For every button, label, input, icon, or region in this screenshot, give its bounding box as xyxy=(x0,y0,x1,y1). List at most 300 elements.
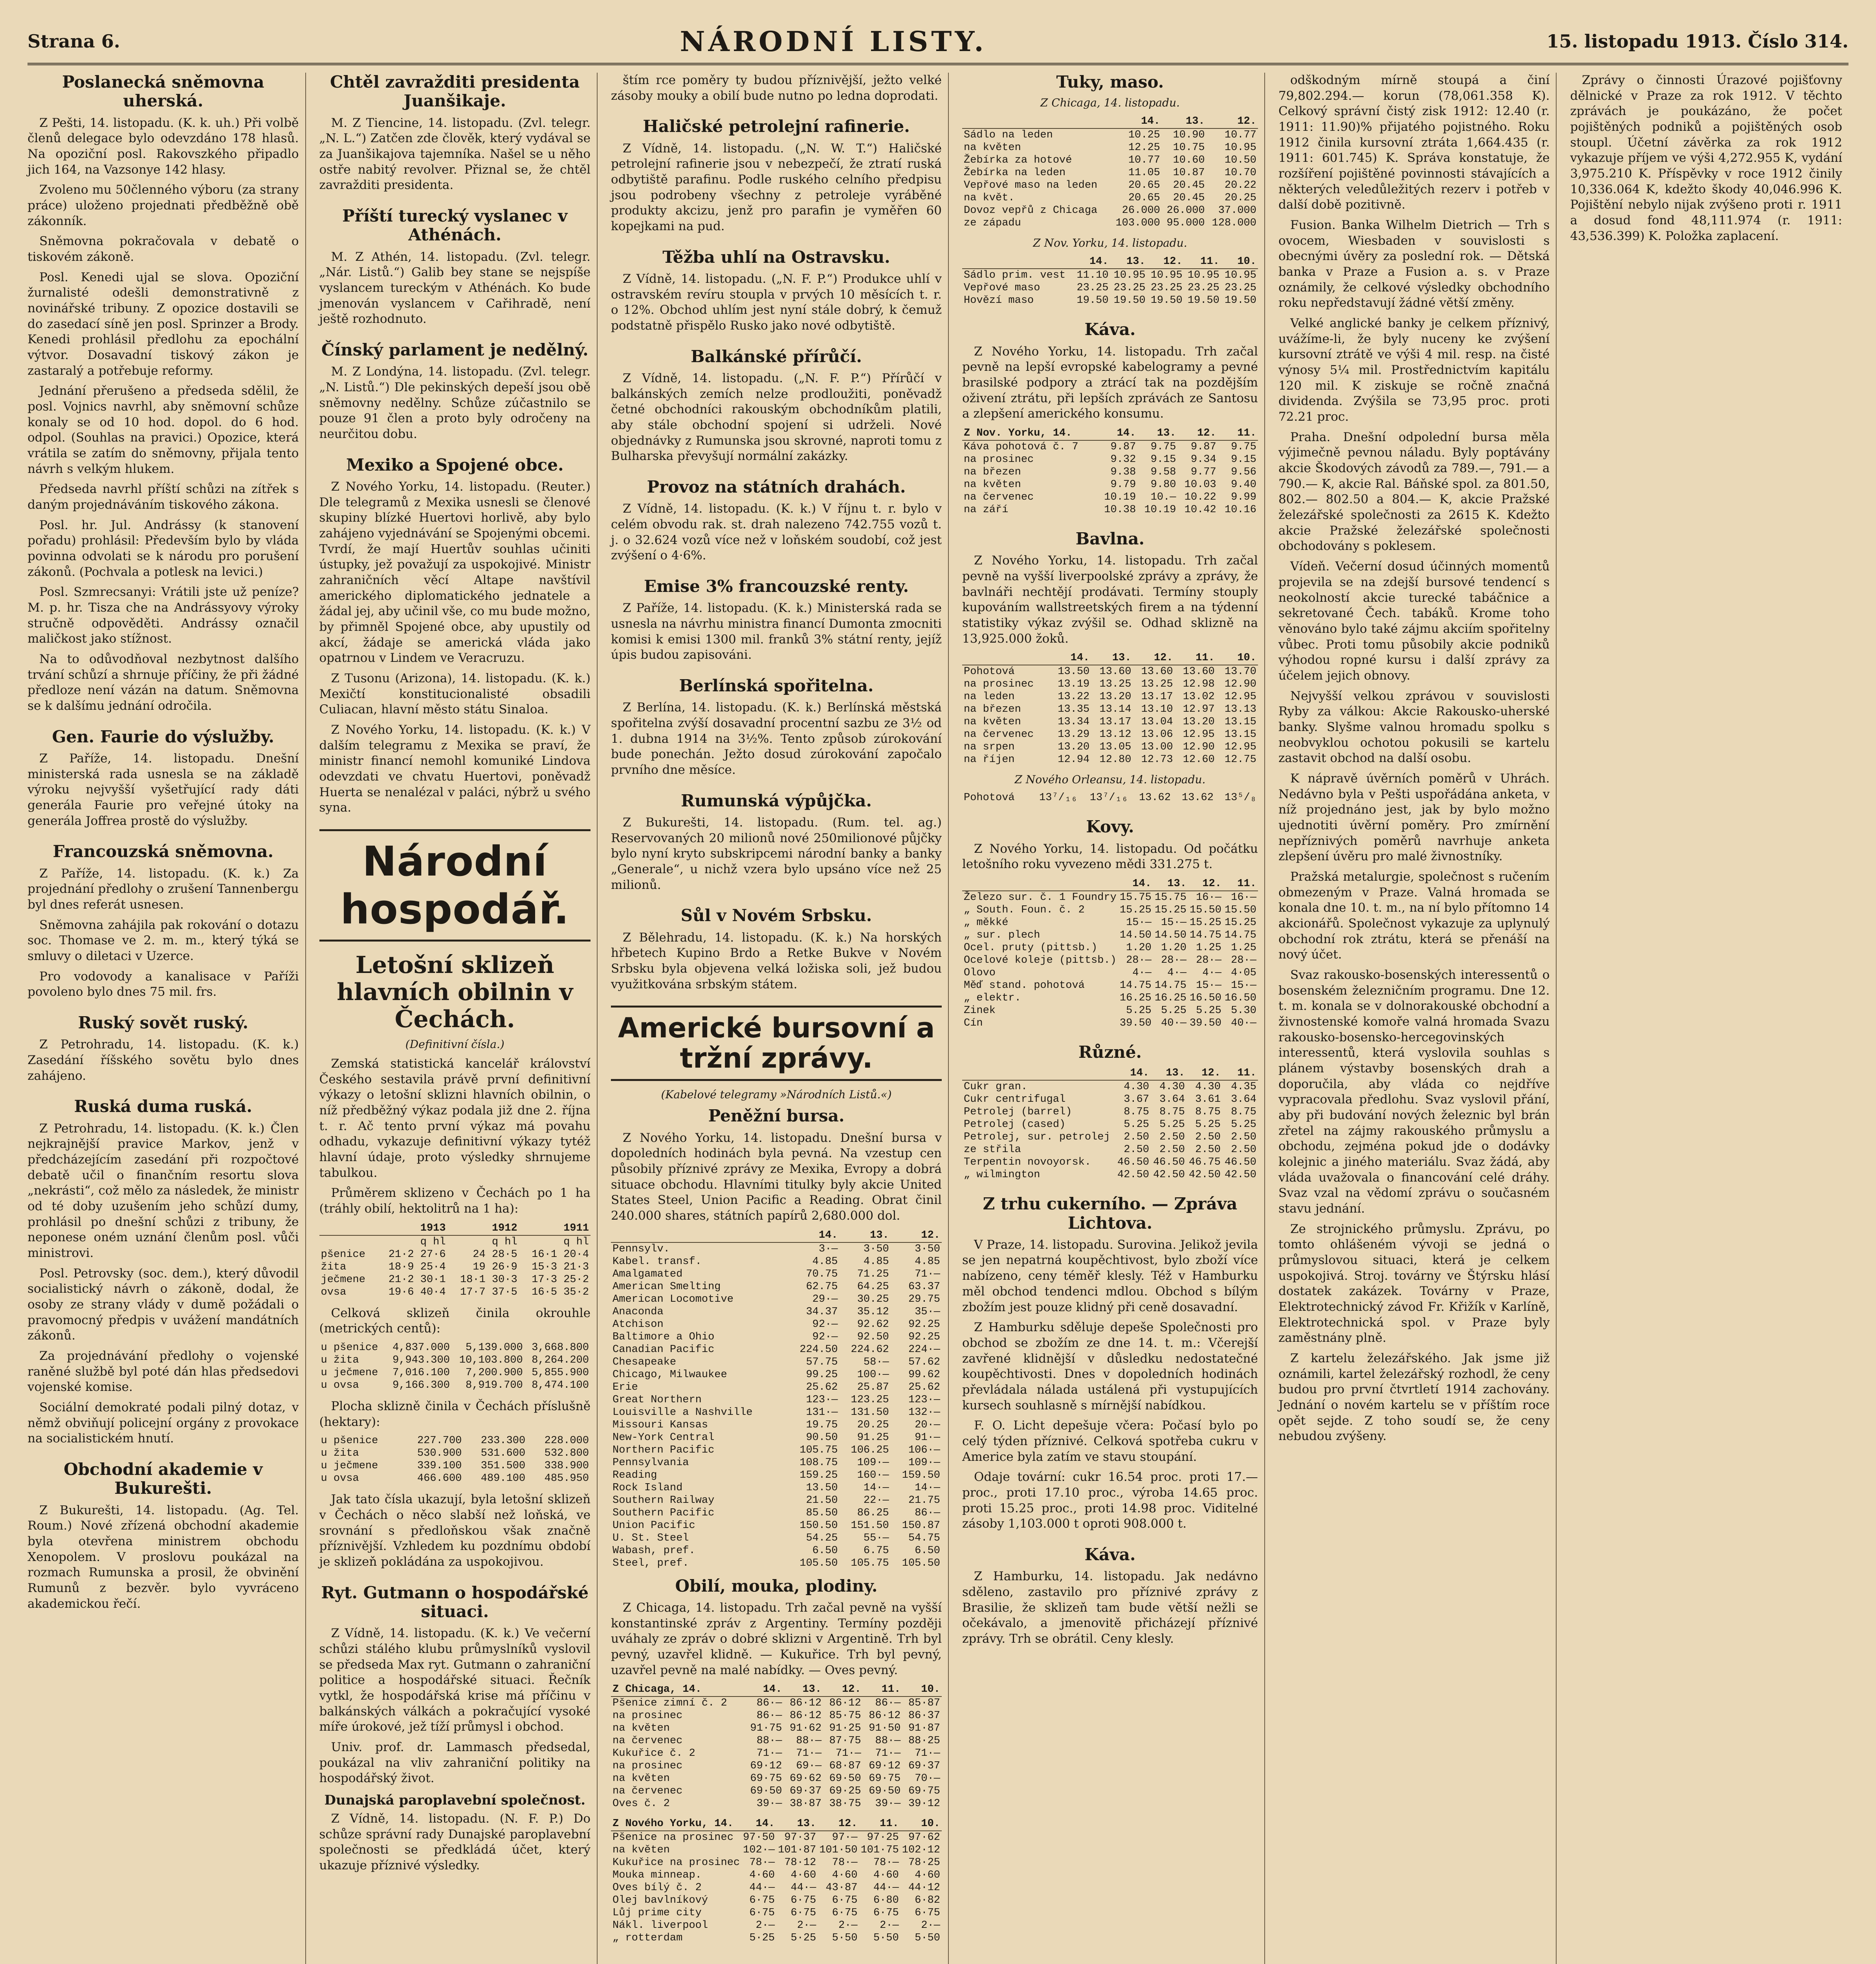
column-4 xyxy=(962,73,1265,1964)
table-header-cell: 12. xyxy=(1188,877,1223,891)
table-header-cell xyxy=(611,1229,788,1242)
table-cell: 5,139.000 xyxy=(466,1342,523,1354)
table-header-row xyxy=(319,1222,591,1235)
table-cell: 4·60 xyxy=(915,1869,940,1882)
table-row xyxy=(962,1169,1258,1181)
table-cell: Terpentin novoyorsk. xyxy=(964,1156,1091,1169)
table-cell: 16.50 xyxy=(1189,992,1221,1004)
table-row xyxy=(962,478,1258,491)
table-cell: 63.37 xyxy=(908,1281,940,1293)
article-title: Poslanecká sněmovna uherská. xyxy=(62,72,264,111)
table-cell: 10.22 xyxy=(1184,491,1216,503)
article-paragraph: Z Vídně, 14. listopadu. („N. W. T.“) Haličské petrolejní rafinerie jsou v nebezpečí, že ztratí ruská odbytiště parafinu. Podle ruského celního předpisu jsou podrobeny všechny z petroleje vyráběné produkty akcizu, jenž pro parafin je vyměřen 60 kopejkami na pud. xyxy=(611,141,942,233)
table-cell: 92.50 xyxy=(857,1331,889,1343)
table-row xyxy=(611,1457,942,1469)
table-cell: Reading xyxy=(612,1469,657,1481)
table-row xyxy=(611,1532,942,1544)
table-cell: 95.000 xyxy=(1166,217,1205,229)
table-cell: 57.75 xyxy=(806,1356,838,1368)
table-cell: Oves č. 2 xyxy=(612,1798,670,1810)
table-row xyxy=(611,1419,942,1431)
table-cell: 13.22 xyxy=(1058,691,1090,703)
article-paragraph: Ze strojnického průmyslu. Zprávu, po tomto ohlášeném vývoji se jedná o průmyslovou situaci, která je celkem uspokojivá. Stroj. továrny ve Štýrsku hlásí dostatek zakázek. Továrny v Praze, Elektrotechnický závod Fr. Křižík v Karlíně, Elektrotechnická spol. v Praze byly zaměstnány plně. xyxy=(1278,1222,1550,1345)
table-cell: 9.80 xyxy=(1150,478,1176,491)
table-cell: na září xyxy=(964,504,1009,516)
table-cell: 13.20 xyxy=(1058,741,1090,753)
table-header-row xyxy=(611,1683,942,1697)
table-cell: 15.25 xyxy=(1154,904,1186,916)
table-cell: 224.62 xyxy=(851,1343,889,1356)
article-title: Berlínská spořitelna. xyxy=(679,676,874,695)
table-cell: 21.75 xyxy=(908,1494,940,1506)
table-cell: Pšenice zimní č. 2 xyxy=(612,1697,727,1709)
table-cell: 92.62 xyxy=(857,1318,889,1330)
table-cell: 71·— xyxy=(915,1748,940,1760)
table-cell: 13.20 xyxy=(1183,716,1215,728)
table-cell: 86·— xyxy=(756,1710,782,1722)
table-cell: 13.04 xyxy=(1141,716,1173,728)
table-cell: 92·— xyxy=(812,1331,838,1343)
coffee-table xyxy=(962,427,1258,516)
table-cell: na prosinec xyxy=(612,1710,683,1722)
table-cell: 489.100 xyxy=(480,1473,526,1485)
table-cell: 123·— xyxy=(806,1394,838,1406)
table-cell: 97·— xyxy=(832,1832,858,1844)
table-cell: na leden xyxy=(964,691,1015,703)
table-row xyxy=(962,942,1258,954)
table-cell: 7,200.900 xyxy=(466,1367,523,1379)
table-cell: 9.87 xyxy=(1110,441,1136,453)
table-cell: u žita xyxy=(321,1354,359,1367)
table-cell: 13.10 xyxy=(1141,704,1173,716)
table-cell: 91·— xyxy=(915,1431,940,1444)
table-cell: 71·— xyxy=(875,1748,901,1760)
table-cell: 19.50 xyxy=(1187,295,1219,307)
table-cell: 2.50 xyxy=(1124,1131,1149,1143)
table-header-cell: 14. xyxy=(1118,877,1153,891)
article-column-6 xyxy=(1570,73,1842,244)
article-title: Letošní sklizeň hlavních obilnin v Čechách. xyxy=(337,951,573,1033)
table-cell: 23.25 xyxy=(1224,282,1256,294)
article xyxy=(611,791,942,893)
table-cell: 20.25 xyxy=(857,1419,889,1431)
article-paragraph: Z Berlína, 14. listopadu. (K. k.) Berlínská městská spořitelna zvýší dosavadní procentní sazbu ze 3½ od 1. dubna 1914 na 3½%. Tento způsob zúrokování bude ponechán. Ježto dosud zúrokování započalo prvního dne měsíce. xyxy=(611,700,942,777)
article-title: Čínský parlament je nedělný. xyxy=(321,340,589,359)
article-paragraph: Z Paříže, 14. listopadu. (K. k.) Ministerská rada se usnesla na návrhu ministra financí Dumonta zmocniti komisi k emisi 1300 mil. franků 3% státní renty, jejíž úpis budou zapisováni. xyxy=(611,601,942,662)
table-cell: 339.100 xyxy=(417,1460,462,1472)
table-cell: Olovo xyxy=(964,967,996,979)
table-row xyxy=(962,753,1258,766)
article-paragraph: Sněmovna pokračovala v debatě o tiskovém zákoně. xyxy=(28,234,299,264)
table-cell: Oves bílý č. 2 xyxy=(612,1882,702,1894)
table-cell: 92·— xyxy=(812,1318,838,1330)
table-header-cell: 11. xyxy=(1223,877,1258,891)
table-cell: 6.50 xyxy=(915,1544,940,1557)
table-cell: 15.25 xyxy=(1224,916,1256,929)
table-row xyxy=(611,1331,942,1343)
table-cell: 11.05 xyxy=(1128,167,1160,179)
table-header-cell: 12. xyxy=(1207,115,1258,128)
article-paragraph: Posl. Petrovsky (soc. dem.), který důvodil socialistický návrh o zákoně, dodal, že osoby ze strany vlády v dumě požádali o pravomocný předpis v uvážení mandátních zákonů. xyxy=(28,1266,299,1343)
table-cell: 108.75 xyxy=(800,1457,838,1469)
table-cell: u pšenice xyxy=(321,1342,378,1354)
table-cell: Cukr centrifugal xyxy=(964,1094,1066,1106)
table-row xyxy=(611,1747,942,1760)
table-cell: 10.70 xyxy=(1224,167,1256,179)
table-row xyxy=(962,967,1258,979)
table-header-cell: 12. xyxy=(823,1683,863,1697)
table-row xyxy=(962,728,1258,741)
table-cell: 14.75 xyxy=(1189,929,1221,941)
table-cell: 16.50 xyxy=(1224,992,1256,1004)
article-paragraph: Vídeň. Večerní dosud účinných momentů projevila se na zdejší bursové tendencí s neokolností akcie turecké tabáčnice a sekretované Čech. tabáků. Krome toho věnováno bylo také zájmu akciím spořitelny vůbec. Proti tomu působily akcie podniků výhodou ropné kursu i další zprávy za účelem jejich obnovy. xyxy=(1278,559,1550,683)
article-title: Obchodní akademie v Bukurešti. xyxy=(64,1460,263,1498)
table-cell: „ sur. plech xyxy=(964,929,1040,941)
table-cell: Great Northern xyxy=(612,1394,702,1406)
table-row xyxy=(319,1354,591,1367)
article xyxy=(28,1460,299,1612)
table-cell: 23.25 xyxy=(1150,282,1183,294)
article-title: Peněžní bursa. xyxy=(708,1106,845,1126)
table-row xyxy=(611,1772,942,1785)
table-header-cell: 14. xyxy=(744,1683,784,1697)
total-harvest-table xyxy=(319,1341,591,1392)
table-header-cell xyxy=(962,877,1118,891)
table-cell: 13.25 xyxy=(1099,678,1131,691)
table-cell: Southern Pacific xyxy=(612,1507,715,1519)
table-cell: Chicago, Milwaukee xyxy=(612,1369,727,1381)
table-cell: Cukr gran. xyxy=(964,1081,1028,1093)
table-cell: 13.34 xyxy=(1058,716,1090,728)
table-cell: 19.50 xyxy=(1224,295,1256,307)
table-cell: 105.75 xyxy=(851,1557,889,1569)
article-paragraph: Z Chicaga, 14. listopadu. Trh začal pevně na vyšší konstantinské zpráv z Argentiny. Termíny později uváhaly ze zpráv o dobré sklizni v Argentině. Trh byl pevný, uzavřel klidně. — Kukuřice. Trh byl pevný, uzavřel pevně na malé nabídky. — Oves pevný. xyxy=(611,1600,942,1677)
table-cell: 25.62 xyxy=(806,1381,838,1393)
article-paragraph: M. Z Tiencine, 14. listopadu. (Zvl. telegr. „N. L.“) Zatčen zde člověk, který vydával se za Juanšikajova tajemníka. Našel se u něho ostře nabitý revolver. Přiznal se, že chtěl zavražditi presidenta. xyxy=(319,115,591,192)
table-cell: 21.50 xyxy=(806,1494,838,1506)
table-cell: Northern Pacific xyxy=(612,1444,715,1456)
table-row xyxy=(611,1431,942,1444)
table-row xyxy=(962,154,1258,167)
table-cell: žita xyxy=(321,1261,347,1273)
table-cell: 2.50 xyxy=(1159,1131,1185,1143)
table-cell: 71.25 xyxy=(857,1268,889,1280)
table-cell: 39·— xyxy=(756,1798,782,1810)
table-cell: Steel, pref. xyxy=(612,1557,689,1569)
table-cell: na prosinec xyxy=(612,1760,683,1772)
table-row xyxy=(611,1406,942,1419)
table-cell: Dovoz vepřů z Chicaga xyxy=(964,205,1098,217)
table-cell: 15·— xyxy=(1126,916,1152,929)
table-cell: 14.75 xyxy=(1154,979,1186,991)
table-cell: 9.58 xyxy=(1150,466,1176,478)
table-cell: Anaconda xyxy=(612,1306,664,1318)
table-cell: 13⁷/₁₆ xyxy=(1039,792,1078,804)
table-row xyxy=(962,678,1258,691)
table-cell: Erie xyxy=(612,1381,638,1393)
table-cell: na srpen xyxy=(964,741,1015,753)
table-cell: 14·— xyxy=(915,1482,940,1494)
table-row xyxy=(962,141,1258,154)
table-cell: 64.25 xyxy=(857,1281,889,1293)
cable-note: (Kabelové telegramy »Národních Listů.«) xyxy=(661,1088,892,1101)
article-paragraph: Z Bělehradu, 14. listopadu. (K. k.) Na horských hřbetech Kupino Brdo a Retke Bukve v Novém Srbsku byla objevena velká ložiska soli, jež budou využitkována srbským státem. xyxy=(611,930,942,991)
table-cell: 102·— xyxy=(743,1844,775,1856)
table-cell: Lůj prime city xyxy=(612,1907,702,1919)
article-paragraph: Z Bukurešti, 14. listopadu. (Rum. tel. ag.) Reservovaných 20 milionů nové 250milionové půjčky bylo nyní kryto subskripcemi národní banky a banky „Generale“, u nichž vzera bylo upsáno více než 25 milionů. xyxy=(611,815,942,892)
table-header-cell: 13. xyxy=(1153,877,1188,891)
article-paragraph: Z Petrohradu, 14. listopadu. (K. k.) Člen nejkrajnější pravice Markov, jenž v předcházejícím zasedání při rozpočtové debatě učil o finančním resortu slova „nekrásti“, což mělo za následek, že ministr od té doby uzušením jeho schůzí dumy, prohlásil po dnešní schůzi z tribuny, že neponese oném uznání členům posl. vůči ministrovi. xyxy=(28,1121,299,1260)
table-cell: 3·50 xyxy=(915,1243,940,1255)
article-paragraph: Z Vídně, 14. listopadu. (K. k.) V říjnu t. r. bylo v celém obvodu rak. st. drah nalezeno 742.755 vozů t. j. o 32.624 vozů více než v loňském soudobí, což jest zvýšení o 4·6%. xyxy=(611,502,942,563)
page-number: Strana 6. xyxy=(28,31,120,52)
table-cell: 14.75 xyxy=(1224,929,1256,941)
table-cell: 2.50 xyxy=(1231,1131,1256,1143)
table-header-cell: 11. xyxy=(859,1817,900,1831)
table-cell: 3,668.800 xyxy=(532,1342,589,1354)
table-cell: Káva pohotová č. 7 xyxy=(964,441,1078,453)
market-sub: Z Nového Orleansu, 14. listopadu. xyxy=(1014,773,1206,786)
table-cell: Nákl. liverpool xyxy=(612,1920,708,1932)
table-cell: 13.25 xyxy=(1141,678,1173,691)
page-header xyxy=(28,20,1848,65)
article-kovy xyxy=(962,817,1258,1030)
table-cell: 123.25 xyxy=(851,1394,889,1406)
table-cell: 18·9 25·4 xyxy=(388,1261,446,1273)
table-cell: 3·— xyxy=(818,1243,838,1255)
table-cell: 69·75 xyxy=(908,1785,940,1797)
table-cell: 6·75 xyxy=(790,1907,816,1919)
article-paragraph: Univ. prof. dr. Lammasch předsedal, poukázal na vliv zahraniční politiky na hospodářský život. xyxy=(319,1740,591,1786)
table-row xyxy=(962,504,1258,516)
table-cell: 20·— xyxy=(915,1419,940,1431)
table-cell: 224.50 xyxy=(800,1343,838,1356)
table-cell: 12.97 xyxy=(1183,704,1215,716)
table-cell: 2·— xyxy=(797,1920,816,1932)
table-cell: 15·— xyxy=(1196,979,1221,991)
article-paragraph: Z Nového Yorku, 14. listopadu. Od počátku letošního roku vyvezeno mědi 331.275 t. xyxy=(962,841,1258,872)
table-header-cell xyxy=(962,651,1049,665)
table-cell: na květen xyxy=(964,716,1021,728)
article-title: Chtěl zavražditi presidenta Juanšikaje. xyxy=(330,72,580,111)
article-paragraph: Zemská statistická kancelář království Českého sestavila právě první definitivní výkazy o letošní sklizni hlavních obilnin, o níž předběžný výkaz podala již dne 2. října t. r. Ač tento první výkaz má povahu odhadu, vykazuje definitivní výkazy tytéž hlavní údaje, proto výsledky shrnujeme tabulkou. xyxy=(319,1056,591,1180)
article-title: Kovy. xyxy=(1086,817,1134,837)
table-cell: 28·— xyxy=(1231,954,1256,966)
article-paragraph: Z Paříže, 14. listopadu. (K. k.) Za projednání předlohy o zrušení Tannenbergu byl dnes referát usnesen. xyxy=(28,866,299,912)
table-row xyxy=(611,1394,942,1406)
table-cell: 13.17 xyxy=(1099,716,1131,728)
table-cell: 15·— xyxy=(1231,979,1256,991)
table-cell: American Smelting xyxy=(612,1281,721,1293)
table-cell: na říjen xyxy=(964,754,1015,766)
table-cell: 10.16 xyxy=(1224,504,1256,516)
table-row xyxy=(611,1343,942,1356)
table-cell: 19.75 xyxy=(806,1419,838,1431)
table-cell: q hl xyxy=(491,1236,517,1248)
table-cell: 8.75 xyxy=(1195,1106,1221,1118)
article-paragraph: Z Nového Yorku, 14. listopadu. (K. k.) V dalším telegramu z Mexika se praví, že ministr financí nemohl komuniké Lindova odevzdati ve chvatu Huertovi, poněvadž Huerta se nenalézal v paláci, nýbrž u svého syna. xyxy=(319,722,591,815)
column-3 xyxy=(611,73,949,1964)
table-cell: 1.25 xyxy=(1231,942,1256,954)
table-cell: Sádlo na leden xyxy=(964,129,1053,141)
table-cell: 4.85 xyxy=(812,1255,838,1268)
table-header-row xyxy=(962,427,1258,440)
table-row xyxy=(611,1709,942,1722)
table-cell: 466.600 xyxy=(417,1473,462,1485)
table-cell: 10.77 xyxy=(1128,154,1160,167)
article-paragraph: Z Bukurešti, 14. listopadu. (Ag. Tel. Roum.) Nové zřízená obchodní akademie byla otevřena ministrem obchodu Xenopolem. V proslovu poukázal na rozmach Rumunska a prosil, že obvinění Rumunů z bezvěr. bylo vyvráceno akademickou řečí. xyxy=(28,1503,299,1611)
table-row xyxy=(611,1907,942,1919)
table-cell: 12.80 xyxy=(1099,754,1131,766)
table-cell: 86·12 xyxy=(829,1697,861,1709)
table-header-cell: 14. xyxy=(1049,651,1091,665)
article xyxy=(319,456,591,816)
table-cell: 70.75 xyxy=(806,1268,838,1280)
table-header-cell: 1912 xyxy=(447,1222,519,1235)
table-header-row xyxy=(962,1066,1258,1080)
table-cell: 1.20 xyxy=(1161,942,1186,954)
table-row xyxy=(611,1844,942,1856)
table-header-cell: 12. xyxy=(1186,1066,1222,1080)
table-header-cell: Z Chicaga, 14. xyxy=(611,1683,744,1697)
table-row xyxy=(611,1856,942,1869)
table-cell: 10.95 xyxy=(1224,269,1256,282)
table-row xyxy=(962,703,1258,716)
article-paragraph: Z Hamburku, 14. listopadu. Jak nedávno sděleno, zastavilo pro příznivé zprávy z Brasilie, že sklizeň tam bude větší nežli se očekávalo, a jmenovitě přicházejí příznivé zprávy. Trh se obrátil. Ceny klesly. xyxy=(962,1569,1258,1646)
table-header-row xyxy=(962,877,1258,891)
table-header-cell: 13. xyxy=(1151,1066,1186,1080)
table-cell: 4·— xyxy=(1167,967,1186,979)
table-cell: 109·— xyxy=(857,1457,889,1469)
table-header-row xyxy=(611,1229,942,1242)
table-cell: „ rotterdam xyxy=(612,1932,683,1944)
table-header-cell: 12. xyxy=(818,1817,859,1831)
table-cell: 44·— xyxy=(790,1882,816,1894)
table-row xyxy=(962,1143,1258,1156)
table-row xyxy=(962,904,1258,916)
table-cell: 42.50 xyxy=(1188,1169,1221,1181)
table-cell: Southern Railway xyxy=(612,1494,715,1506)
table-cell: 10.03 xyxy=(1184,478,1216,491)
article-paragraph: štím rce poměry ty budou příznivější, ježto velké zásoby mouky a obilí bude nutno po ledna doprodati. xyxy=(611,73,942,103)
table-cell: 4.30 xyxy=(1124,1081,1149,1093)
masthead: NÁRODNÍ LISTY. xyxy=(680,25,987,58)
table-cell: 71·— xyxy=(756,1748,782,1760)
article-paragraph: Sněmovna zahájila pak rokování o dotazu soc. Thomase ve 2. m. m., který týká se smluvy o diletaci v Uzerce. xyxy=(28,918,299,964)
table-row xyxy=(611,1255,942,1268)
table-cell: 25.87 xyxy=(857,1381,889,1393)
table-cell: 99.25 xyxy=(806,1369,838,1381)
table-cell: 3.64 xyxy=(1231,1094,1256,1106)
table-cell: 43·87 xyxy=(825,1882,858,1894)
article-paragraph: Jak tato čísla ukazují, byla letošní sklizeň v Čechách o něco slabší než loňská, ve srovnání s předloňskou však značně příznivější. Vzhledem ku pozdnímu období je sklizeň pokládána za uspokojivou. xyxy=(319,1492,591,1569)
table-cell: 12.73 xyxy=(1141,754,1173,766)
table-cell: 6·75 xyxy=(832,1907,858,1919)
article-paragraph: Svaz rakousko-bosenských interessentů o bosenském železničním programu. Dne 12. t. m. konala se v dolnorakouské obchodní a živnostenské komoře valná hromada Svazu rakousko-bosensko-hercegovinských interessentů, která vyslovila souhlas s plánem výstavby bosenských drah a doporučila, aby vláda co nejdříve vypracovala předlohu. Svaz vyslovil přání, aby při budování nových železnic byl brán zřetel na zájmy rakouského průmyslu a obchodu, zejména pokud jde o dodávky kolejnic a jiného materiálu. Svaz žádá, aby vláda uvažovala o financování celé dráhy. Svaz vzal na vědomí zprávu o současném stavu jednání. xyxy=(1278,967,1550,1216)
table-cell: 25.62 xyxy=(908,1381,940,1393)
newyork-grain-table xyxy=(611,1817,942,1944)
table-cell: 13.00 xyxy=(1141,741,1173,753)
table-cell: 39.50 xyxy=(1189,1017,1221,1029)
table-cell: 23.25 xyxy=(1076,282,1109,294)
table-cell: 13.13 xyxy=(1224,704,1256,716)
table-row xyxy=(319,1367,591,1379)
table-row xyxy=(962,891,1258,904)
table-cell: „ elektr. xyxy=(964,992,1021,1004)
table-row xyxy=(962,440,1258,453)
table-cell: ovsa xyxy=(321,1286,347,1298)
chicago-grain-table xyxy=(611,1683,942,1810)
table-cell: 131·— xyxy=(806,1406,838,1418)
article xyxy=(611,117,942,234)
table-cell: Cín xyxy=(964,1017,983,1029)
table-cell: u ovsa xyxy=(321,1380,359,1392)
table-row xyxy=(319,1261,591,1273)
table-cell: 46.50 xyxy=(1224,1156,1256,1169)
article-paragraph: Odaje tovární: cukr 16.54 proc. proti 17.— proc., proti 17.10 proc., výroba 14.65 proc. proti 15.25 proc., proti 14.98 proc. Viditelné zásoby 1,103.000 t oproti 908.000 t. xyxy=(962,1470,1258,1531)
table-cell: 9.75 xyxy=(1150,441,1176,453)
table-cell: 46.50 xyxy=(1117,1156,1149,1169)
article-title: Různé. xyxy=(1078,1042,1142,1062)
table-header-cell: 13. xyxy=(1137,427,1177,440)
table-cell: na květen xyxy=(612,1722,670,1735)
table-cell: Wabash, pref. xyxy=(612,1544,695,1557)
table-cell: 78·25 xyxy=(908,1857,940,1869)
table-cell: 13.20 xyxy=(1099,691,1131,703)
table-cell: 338.900 xyxy=(544,1460,589,1472)
article-paragraph: Plocha sklizně činila v Čechách příslušně (hektary): xyxy=(319,1399,591,1429)
article xyxy=(319,207,591,327)
table-cell: 2.50 xyxy=(1124,1144,1149,1156)
table-cell: 9.38 xyxy=(1110,466,1136,478)
table-cell: 101·87 xyxy=(778,1844,816,1856)
article-paragraph: M. Z Athén, 14. listopadu. (Zvl. telegr. „Nár. Listů.“) Galib bey stane se nejspíše vyslancem tureckým v Athénách. Ko bude jmenován vyslancem v Cařihradě, není ještě rozhodnuto. xyxy=(319,249,591,326)
article-paragraph: Za projednávání předlohy o vojenské raněné službě byl poté dán hlas předsedovi vojenské komise. xyxy=(28,1349,299,1394)
table-header-cell: 12. xyxy=(1147,255,1184,269)
table-row xyxy=(319,1286,591,1299)
table-cell: pšenice xyxy=(321,1248,365,1260)
table-cell: 12.98 xyxy=(1183,678,1215,691)
table-cell: 5·50 xyxy=(832,1932,858,1944)
table-cell: 86·— xyxy=(875,1697,901,1709)
table-cell: 9.15 xyxy=(1231,453,1256,465)
table-cell: 10.19 xyxy=(1144,504,1176,516)
table-cell: 22·— xyxy=(863,1494,889,1506)
table-cell: 28·— xyxy=(1126,954,1152,966)
table-row xyxy=(319,1341,591,1354)
table-cell: 86.25 xyxy=(857,1507,889,1519)
table-cell: 39.50 xyxy=(1119,1017,1152,1029)
table-cell: 4.30 xyxy=(1195,1081,1221,1093)
table-cell: 6·80 xyxy=(873,1894,899,1907)
table-cell: Louisville a Nashville xyxy=(612,1406,753,1418)
table-cell: 10.95 xyxy=(1224,142,1256,154)
table-row xyxy=(611,1507,942,1519)
table-header-cell: 10. xyxy=(1216,651,1258,665)
table-cell: Ocelové koleje (pittsb.) xyxy=(964,954,1117,966)
table-cell: 2.50 xyxy=(1159,1144,1185,1156)
table-cell: u ječmene xyxy=(321,1367,378,1379)
meat-ny-table xyxy=(962,255,1258,307)
table-cell: 4·60 xyxy=(873,1869,899,1882)
table-cell: 5.25 xyxy=(1124,1119,1149,1131)
table-cell: na červenec xyxy=(964,729,1034,741)
table-header-cell: 12. xyxy=(1177,427,1218,440)
table-cell: 9.87 xyxy=(1190,441,1216,453)
table-cell: 151.50 xyxy=(851,1519,889,1532)
article-penezni-bursa xyxy=(611,1107,942,1944)
article-paragraph: Pražská metalurgie, společnost s ručením obmezeným v Praze. Valná hromada se konala dne 10. t. m., na ní bylo přítomno 14 akcionářů. Společnost vykazuje za uplynulý obchodní rok ztrátu, která se přenáší na nový účet. xyxy=(1278,869,1550,962)
